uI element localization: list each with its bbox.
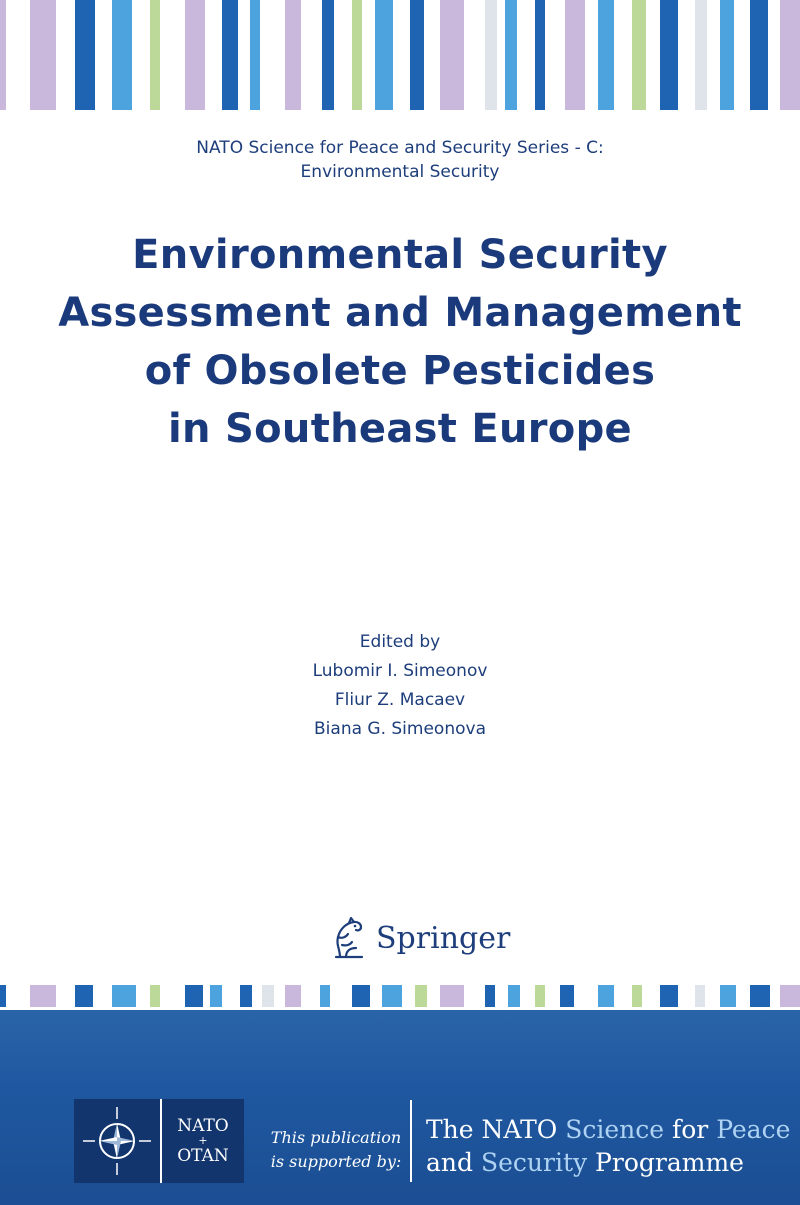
bottom-stripe-band <box>0 985 800 1007</box>
title-line-3: of Obsolete Pesticides <box>144 348 656 394</box>
nato-compass-icon <box>74 1099 160 1183</box>
stripe <box>352 985 370 1007</box>
stripe <box>660 985 678 1007</box>
stripe <box>320 985 330 1007</box>
nato-otan-logo <box>74 1099 244 1183</box>
stripe <box>565 0 585 110</box>
stripe <box>598 0 614 110</box>
title-line-2: Assessment and Management <box>58 290 742 336</box>
stripe <box>632 985 642 1007</box>
programme-line-2 <box>426 1146 796 1179</box>
nato-otan-wordmark <box>162 1099 244 1183</box>
stripe <box>415 985 427 1007</box>
stripe <box>598 985 614 1007</box>
stripe <box>695 0 707 110</box>
programme-for: for <box>664 1115 717 1144</box>
stripe <box>632 0 646 110</box>
stripe <box>222 0 238 110</box>
stripe <box>535 985 545 1007</box>
stripe <box>75 985 93 1007</box>
programme-and: and <box>426 1148 481 1177</box>
supported-by-text <box>268 1126 404 1174</box>
stripe <box>0 985 6 1007</box>
stripe <box>75 0 95 110</box>
stripe <box>485 0 497 110</box>
springer-wordmark: Springer <box>376 920 511 956</box>
title-line-4: in Southeast Europe <box>168 406 632 452</box>
footer-divider <box>410 1100 412 1182</box>
stripe <box>410 0 424 110</box>
stripe <box>352 0 362 110</box>
otan-label: OTAN <box>177 1146 229 1166</box>
stripe <box>440 985 464 1007</box>
stripe <box>240 985 252 1007</box>
stripe <box>780 985 800 1007</box>
stripe <box>485 985 495 1007</box>
stripe <box>185 0 205 110</box>
stripe <box>112 0 132 110</box>
programme-prog: Programme <box>587 1148 744 1177</box>
stripe <box>780 0 800 110</box>
programme-science: Science <box>565 1115 665 1144</box>
editors-block <box>0 628 800 744</box>
stripe <box>440 0 464 110</box>
stripe <box>250 0 260 110</box>
series-title <box>0 136 800 184</box>
editor-name-1: Lubomir I. Simeonov <box>312 661 488 681</box>
stripe <box>112 985 136 1007</box>
stripe <box>285 0 301 110</box>
editor-name-2: Fliur Z. Macaev <box>334 690 466 710</box>
stripe <box>560 985 574 1007</box>
programme-the: The NATO <box>426 1115 566 1144</box>
stripe <box>660 0 678 110</box>
programme-peace: Peace <box>716 1115 791 1144</box>
springer-horse-icon <box>328 915 370 961</box>
stripe <box>322 0 334 110</box>
stripe <box>30 0 56 110</box>
stripe <box>505 0 517 110</box>
book-title <box>40 226 760 458</box>
stripe <box>150 0 160 110</box>
supported-line-2: is supported by: <box>270 1152 402 1171</box>
top-stripe-band <box>0 0 800 110</box>
supported-line-1: This publication <box>270 1128 402 1147</box>
stripe <box>750 985 770 1007</box>
stripe <box>30 985 56 1007</box>
stripe <box>382 985 402 1007</box>
stripe <box>150 985 160 1007</box>
series-line-1: NATO Science for Peace and Security Series - C: <box>196 138 604 158</box>
sps-programme-name <box>426 1113 796 1179</box>
publisher-logo <box>328 912 510 964</box>
stripe <box>285 985 301 1007</box>
stripe <box>720 985 736 1007</box>
title-line-1: Environmental Security <box>132 232 668 278</box>
stripe <box>750 0 768 110</box>
nato-separator: + <box>198 1134 208 1147</box>
stripe <box>375 0 393 110</box>
series-line-2: Environmental Security <box>300 162 500 182</box>
stripe <box>535 0 545 110</box>
nato-label: NATO <box>177 1116 229 1136</box>
stripe <box>262 985 274 1007</box>
stripe <box>0 0 6 110</box>
stripe <box>695 985 705 1007</box>
edited-by-label: Edited by <box>359 632 441 652</box>
programme-security: Security <box>480 1148 588 1177</box>
stripe <box>720 0 734 110</box>
stripe <box>508 985 520 1007</box>
stripe <box>185 985 203 1007</box>
editor-name-3: Biana G. Simeonova <box>314 719 486 739</box>
stripe <box>210 985 222 1007</box>
programme-line-1 <box>426 1113 796 1146</box>
